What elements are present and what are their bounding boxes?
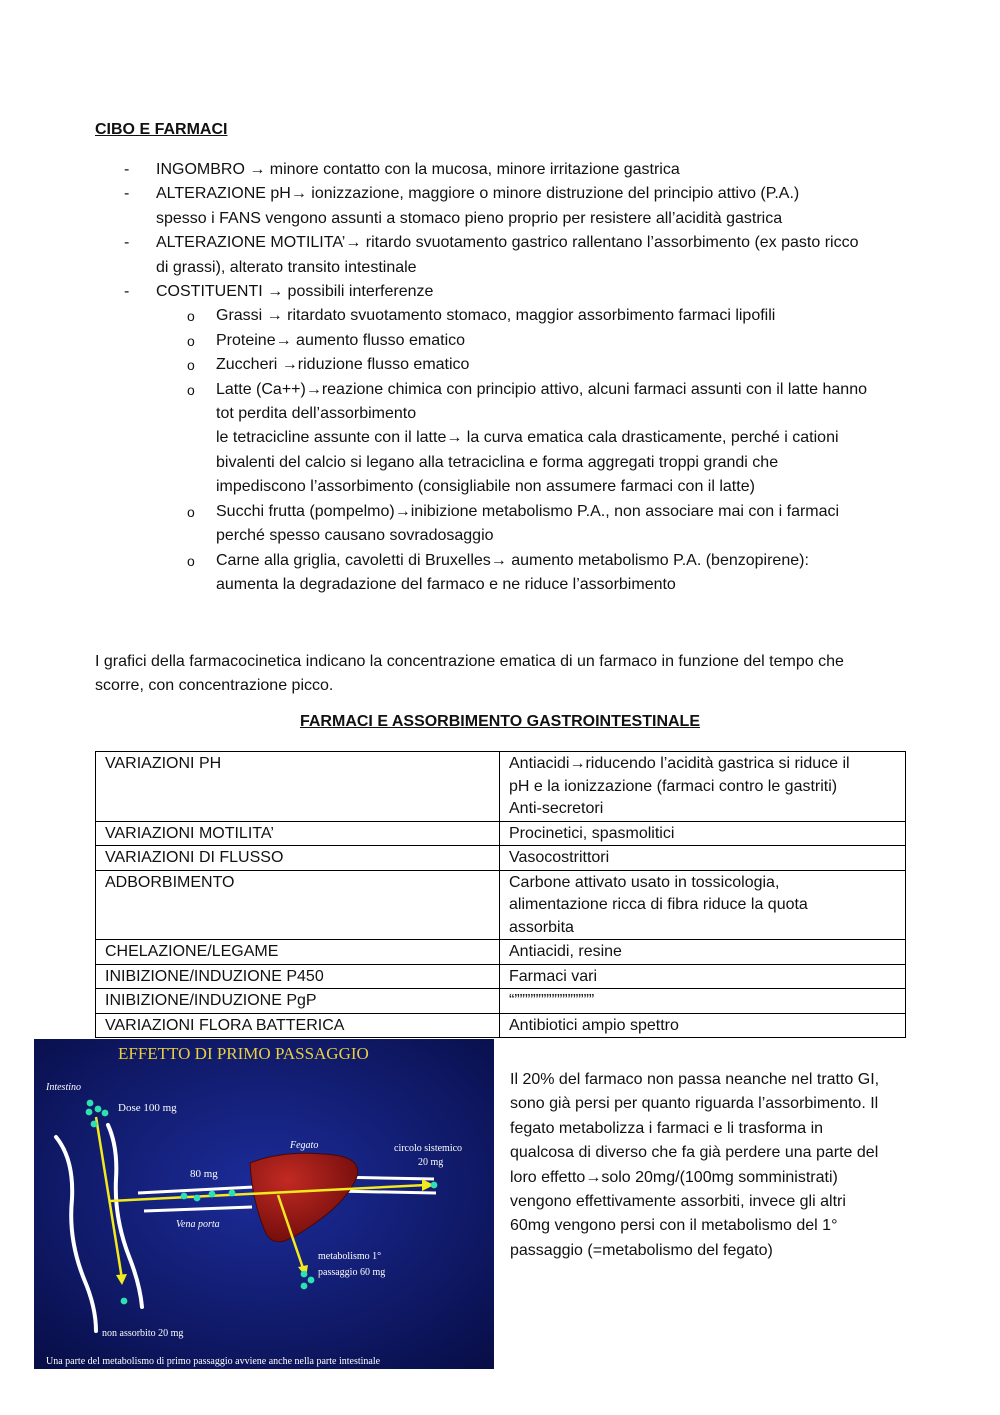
cell-line: Carbone attivato usato in tossicologia, <box>509 873 780 891</box>
cell-line: Antibiotici ampio spettro <box>509 1016 679 1034</box>
sublist-line: impediscono l’assorbimento (consigliabile non assumere farmaci con il latte) <box>216 478 755 496</box>
drug-dot <box>102 1110 109 1117</box>
table-cell-drugs <box>500 1013 906 1038</box>
cell-line: Anti-secretori <box>509 800 604 817</box>
drug-dot <box>86 1109 93 1116</box>
label-circolo-dose: 20 mg <box>418 1157 444 1168</box>
sublist-line: tot perdita dell’assorbimento <box>216 405 417 423</box>
list-line: COSTITUENTI → possibili interferenze <box>156 283 434 301</box>
cell-line: “””””””””””””””” <box>509 992 595 1009</box>
drug-dot <box>91 1121 98 1128</box>
drug-dot <box>229 1190 236 1197</box>
drug-dot <box>121 1298 128 1305</box>
drug-dot <box>87 1100 94 1107</box>
sublist-item <box>95 500 915 549</box>
dash-bullet: - <box>124 234 130 252</box>
table-cell-drugs <box>500 846 906 871</box>
main-list <box>95 158 915 597</box>
explanation-line: qualcosa di diverso che fa già perdere una parte del <box>510 1144 879 1162</box>
explanation-line: passaggio (=metabolismo del fegato) <box>510 1241 773 1259</box>
label-circolo: circolo sistemico <box>394 1143 463 1154</box>
intro-paragraph <box>95 650 910 699</box>
first-pass-diagram <box>34 1039 494 1369</box>
explanation-line: fegato metabolizza i farmaci e li trasforma in <box>510 1119 824 1137</box>
list-item <box>95 231 915 280</box>
table-cell-factor: INIBIZIONE/INDUZIONE P450 <box>96 964 500 989</box>
circle-bullet-icon: o <box>187 357 195 374</box>
cell-line: assorbita <box>509 918 574 936</box>
circle-bullet-icon: o <box>187 332 195 349</box>
circle-bullet-icon: o <box>187 552 195 569</box>
cell-line: Antiacidi→riducendo l’acidità gastrica si riduce il <box>509 755 850 772</box>
table-row <box>96 846 906 871</box>
table-cell-drugs <box>500 940 906 965</box>
list-item <box>95 158 915 182</box>
table-row <box>96 870 906 940</box>
table-cell-drugs <box>500 870 906 940</box>
table-row <box>96 964 906 989</box>
explanation-line: loro effetto→solo 20mg/(100mg somministrati) <box>510 1168 838 1186</box>
table-cell-factor: ADBORBIMENTO <box>96 870 500 940</box>
sublist-line: Latte (Ca++)→reazione chimica con principio attivo, alcuni farmaci assunti con il latte hanno <box>216 380 867 398</box>
sublist-item <box>95 378 915 500</box>
table-cell-factor: INIBIZIONE/INDUZIONE PgP <box>96 989 500 1014</box>
table-cell-drugs <box>500 821 906 846</box>
explanation-line: sono già persi per quanto riguarda l’assorbimento. Il <box>510 1095 879 1113</box>
label-intestino: Intestino <box>46 1082 81 1093</box>
sublist-item <box>95 549 915 598</box>
sublist-item <box>95 304 915 328</box>
dash-bullet: - <box>124 161 130 178</box>
sublist-item <box>95 353 915 377</box>
list-line: di grassi), alterato transito intestinale <box>156 258 417 276</box>
table-cell-factor: VARIAZIONI DI FLUSSO <box>96 846 500 871</box>
drug-dot <box>194 1195 201 1202</box>
drug-dot <box>308 1277 315 1284</box>
table-cell-drugs <box>500 752 906 822</box>
section-title: FARMACI E ASSORBIMENTO GASTROINTESTINALE <box>299 713 700 730</box>
list-item <box>95 280 915 304</box>
list-line: spesso i FANS vengono assunti a stomaco pieno proprio per resistere all’acidità gastrica <box>156 209 783 227</box>
drug-dot <box>209 1191 216 1198</box>
table-row <box>96 1013 906 1038</box>
table-cell-drugs <box>500 964 906 989</box>
table-cell-factor: CHELAZIONE/LEGAME <box>96 940 500 965</box>
label-dose: Dose 100 mg <box>118 1102 177 1114</box>
list-item <box>95 182 915 231</box>
drug-dot <box>181 1193 188 1200</box>
sublist-line: Grassi → ritardato svuotamento stomaco, maggior assorbimento farmaci lipofili <box>216 307 776 325</box>
explanation-line: 60mg vengono persi con il metabolismo del 1° <box>510 1217 838 1235</box>
absorption-table <box>95 751 906 1038</box>
label-80mg: 80 mg <box>190 1168 218 1180</box>
cell-line: Antiacidi, resine <box>509 943 622 960</box>
dash-bullet: - <box>124 283 130 301</box>
label-metabolismo: metabolismo 1° <box>318 1251 382 1262</box>
drug-dot <box>431 1182 438 1189</box>
drug-dot <box>301 1283 308 1290</box>
figure-explanation <box>510 1068 910 1263</box>
list-line: INGOMBRO → minore contatto con la mucosa, minore irritazione gastrica <box>156 161 680 178</box>
table-cell-factor: VARIAZIONI FLORA BATTERICA <box>96 1013 500 1038</box>
table-row <box>96 989 906 1014</box>
dash-bullet: - <box>124 185 130 203</box>
figure-title: EFFETTO DI PRIMO PASSAGGIO <box>118 1044 369 1063</box>
drug-dot <box>95 1106 102 1113</box>
table-row <box>96 940 906 965</box>
list-line: ALTERAZIONE MOTILITA’→ ritardo svuotamento gastrico rallentano l’assorbimento (ex pasto ricco <box>156 234 859 252</box>
table-cell-factor: VARIAZIONI PH <box>96 752 500 822</box>
circle-bullet-icon: o <box>187 503 195 520</box>
cell-line: alimentazione ricca di fibra riduce la quota <box>509 896 808 913</box>
list-line: ALTERAZIONE pH→ ionizzazione, maggiore o minore distruzione del principio attivo (P.A.) <box>156 185 800 203</box>
sublist-line: Zuccheri →riduzione flusso ematico <box>216 356 470 374</box>
first-pass-figure <box>34 1039 494 1369</box>
paragraph-line: scorre, con concentrazione picco. <box>95 677 334 695</box>
explanation-line: Il 20% del farmaco non passa neanche nel tratto GI, <box>510 1071 880 1088</box>
table-cell-factor: VARIAZIONI MOTILITA’ <box>96 821 500 846</box>
paragraph-line: I grafici della farmacocinetica indicano la concentrazione ematica di un farmaco in funzione del tempo che <box>95 653 844 670</box>
figure-caption: Una parte del metabolismo di primo passaggio avviene anche nella parte intestinale <box>46 1356 381 1367</box>
cell-line: pH e la ionizzazione (farmaci contro le gastriti) <box>509 777 838 795</box>
cell-line: Farmaci vari <box>509 967 598 985</box>
sublist-line: aumenta la degradazione del farmaco e ne riduce l’assorbimento <box>216 575 676 593</box>
label-non-assorbito: non assorbito 20 mg <box>102 1328 184 1339</box>
doc-title: CIBO E FARMACI <box>95 121 228 138</box>
table-cell-drugs <box>500 989 906 1014</box>
sublist-line: bivalenti del calcio si legano alla tetraciclina e forma aggregati troppi grandi che <box>216 453 779 471</box>
table-row <box>96 821 906 846</box>
sublist-line: le tetracicline assunte con il latte→ la curva ematica cala drasticamente, perché i cationi <box>216 429 839 447</box>
table-row <box>96 752 906 822</box>
sublist-item <box>95 329 915 353</box>
sublist-line: Proteine→ aumento flusso ematico <box>216 331 466 349</box>
sublist-line: Succhi frutta (pompelmo)→inibizione metabolismo P.A., non associare mai con i farmaci <box>216 502 840 520</box>
explanation-line: vengono effettivamente assorbiti, invece gli altri <box>510 1193 846 1211</box>
cell-line: Vasocostrittori <box>509 849 610 866</box>
sublist-line: perché spesso causano sovradosaggio <box>216 527 494 545</box>
cell-line: Procinetici, spasmolitici <box>509 824 675 842</box>
label-passaggio: passaggio 60 mg <box>318 1267 386 1278</box>
sublist-line: Carne alla griglia, cavoletti di Bruxelles→ aumento metabolismo P.A. (benzopirene): <box>216 551 809 569</box>
circle-bullet-icon: o <box>187 308 195 325</box>
label-fegato: Fegato <box>290 1140 319 1151</box>
circle-bullet-icon: o <box>187 381 195 398</box>
drug-dot <box>301 1271 308 1278</box>
label-vena-porta: Vena porta <box>176 1219 220 1230</box>
